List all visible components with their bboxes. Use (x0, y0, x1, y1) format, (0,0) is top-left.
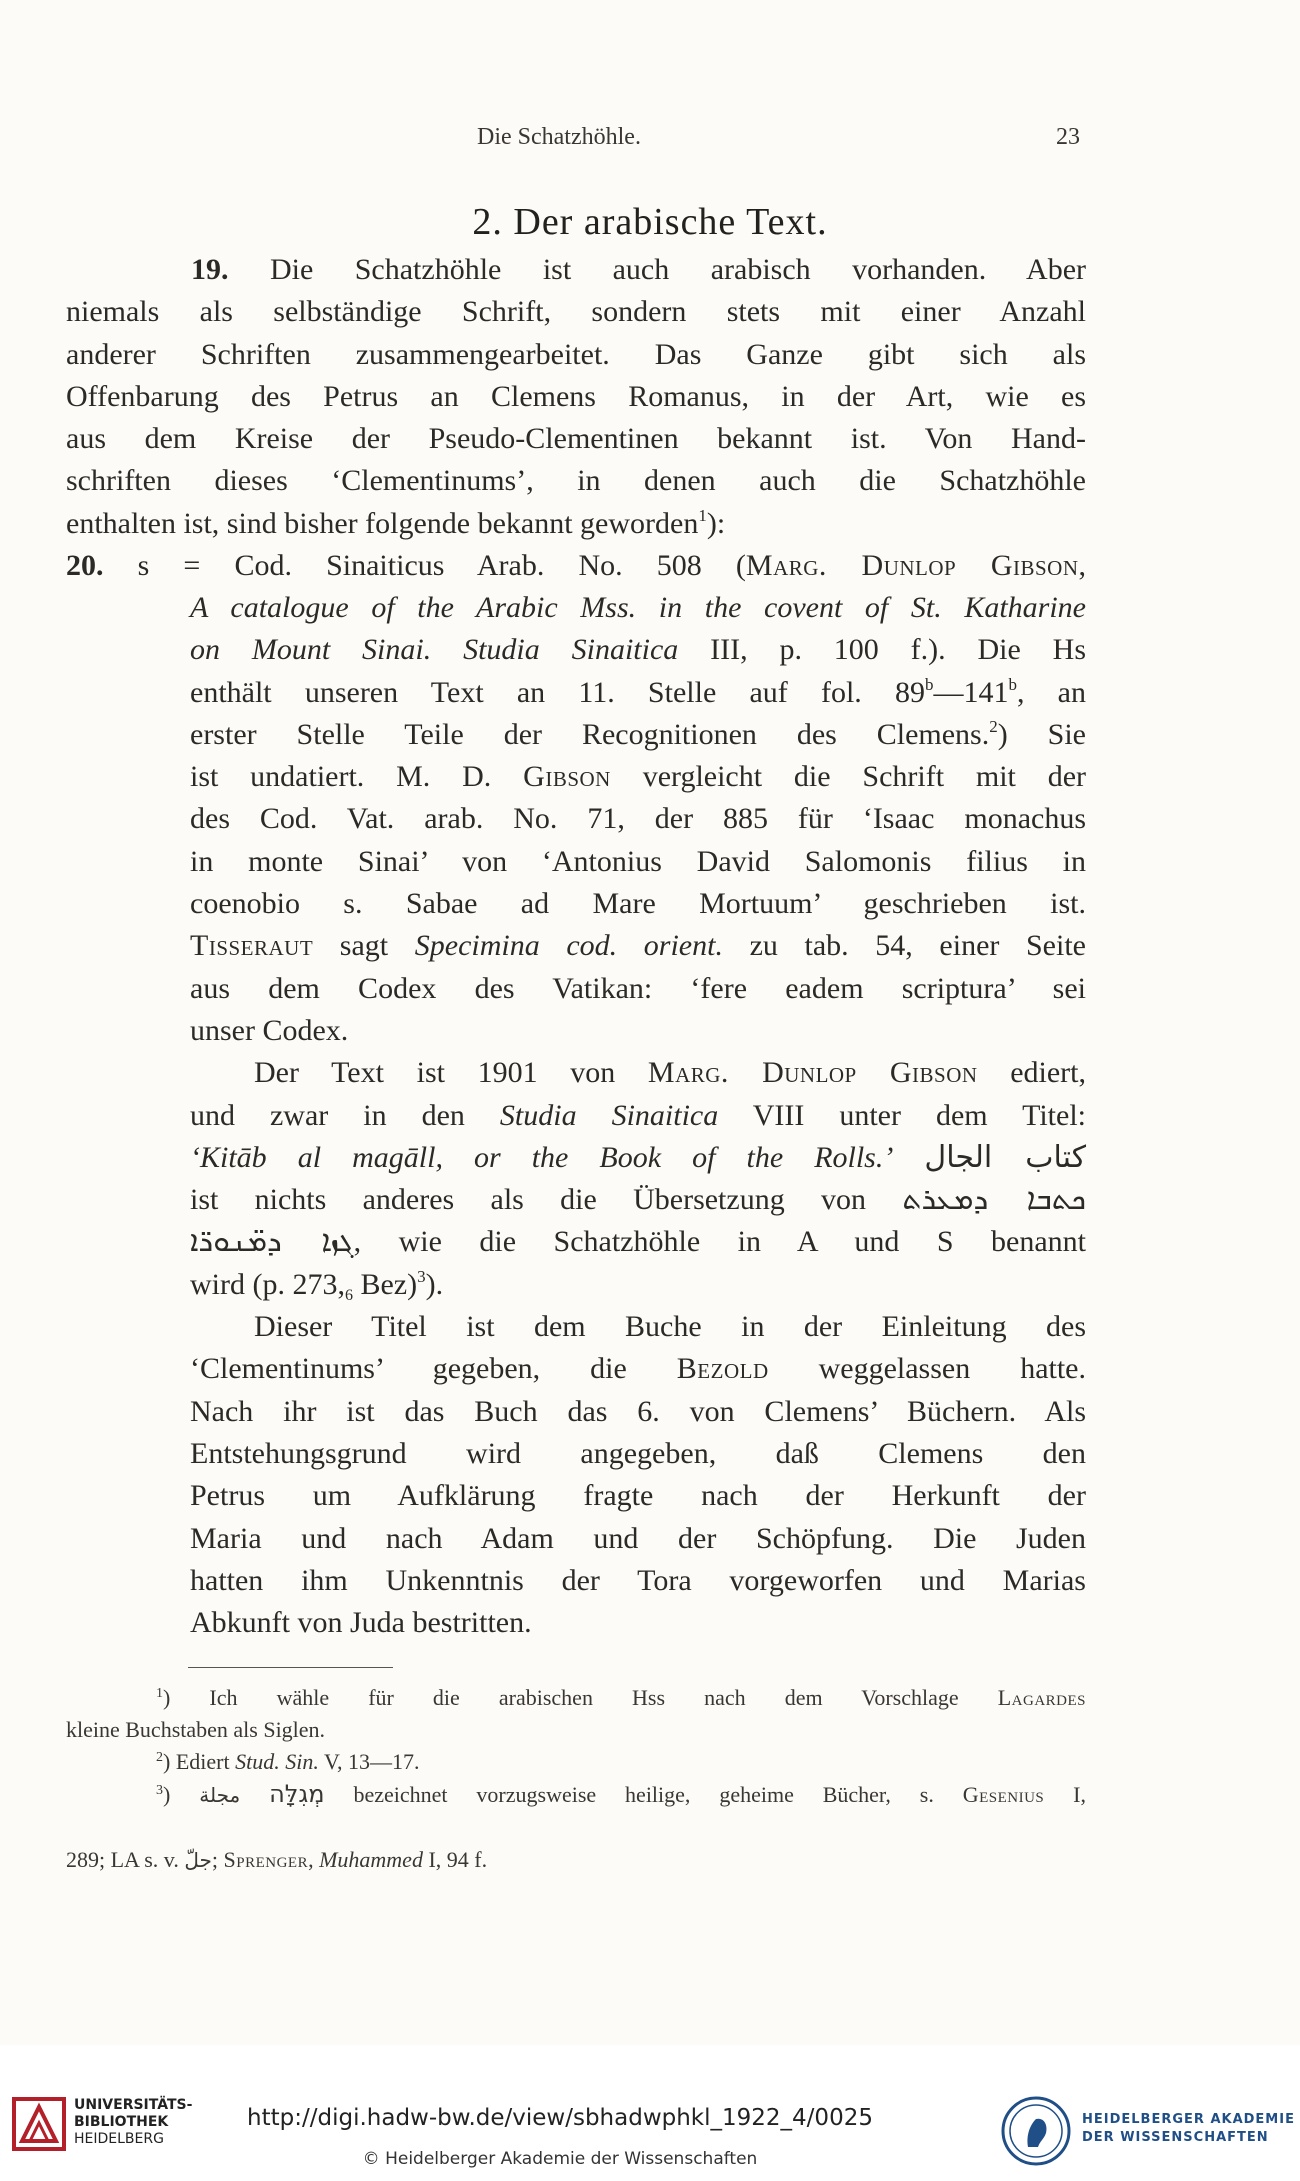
text-line: Tisseraut sagt Specimina cod. orient. zu tab. 54, einer Seite (190, 929, 1086, 963)
text-line: 19. Die Schatzhöhle ist auch arabisch vorhanden. Aber (191, 253, 1087, 286)
text-line: Nach ihr ist das Buch das 6. von Clemens’ Büchern. Als (190, 1394, 1086, 1428)
text-line: enthält unseren Text an 11. Stelle auf fol. 89$^b$—141$^b$, an (190, 674, 1086, 709)
text-line: Abkunft von Juda bestritten. (190, 1606, 532, 1640)
syriac-title-2: ܓܙܐ ܕܡ̈ܢܘܪ̈ܐ (190, 1224, 354, 1260)
copyright: © Heidelberger Akademie der Wissenschaften (362, 2149, 758, 2169)
text-line: aus dem Kreise der Pseudo-Clementinen bekannt ist. Von Hand- (66, 422, 1086, 456)
paragraph-20-body (190, 587, 1086, 1644)
text-line: des Cod. Vat. arab. No. 71, der 885 für ‘Isaac monachus (190, 802, 1086, 836)
text-line: coenobio s. Sabae ad Mare Mortuum’ geschrieben ist. (190, 887, 1086, 921)
text-line: aus dem Codex des Vatikan: ‘fere eadem scriptura’ sei (190, 971, 1086, 1005)
footer (0, 2045, 1300, 2181)
text-line: Petrus um Aufklärung fragte nach der Herkunft der (190, 1479, 1086, 1513)
university-library-logo-icon (12, 2097, 66, 2151)
footnote-rule (188, 1667, 393, 1668)
footnotes (66, 1682, 1086, 1876)
academy-name: HEIDELBERGER AKADEMIE DER WISSENSCHAFTEN (1082, 2112, 1295, 2145)
text-line: ist nichts anderes als die Übersetzung von ܟܬܒܐ ܕܡܥܪܬ (190, 1182, 1087, 1218)
text-line: Maria und nach Adam und der Schöpfung. Die Juden (190, 1521, 1086, 1555)
text-line: in monte Sinai’ von ‘Antonius David Salomonis filius in (190, 844, 1086, 878)
footnote-3-cont: 289; LA s. v. جلّ; Sprenger, Muhammed I, 94 f. (66, 1847, 488, 1872)
text-line: enthalten ist, sind bisher folgende bekannt geworden$^1$): (66, 505, 726, 540)
text-line: und zwar in den Studia Sinaitica VIII unter dem Titel: (190, 1098, 1086, 1132)
paragraph-20 (66, 545, 1086, 587)
text-line: ‘Kitāb al magāll, or the Book of the Rolls.’ كتاب الجال (190, 1139, 1087, 1175)
section-title: 2. Der arabische Text. (472, 201, 828, 243)
text-line: 20. s = Cod. Sinaiticus Arab. No. 508 (Marg. Dunlop Gibson, (66, 549, 1087, 582)
text-line: A catalogue of the Arabic Mss. in the covent of St. Katharine (190, 591, 1086, 624)
running-head-title: Die Schatzhöhle. (477, 124, 641, 150)
text-line: erster Stelle Teile der Recognitionen des Clemens.$^2$) Sie (190, 716, 1086, 751)
page-number: 23 (1056, 124, 1080, 150)
text-line: unser Codex. (190, 1013, 349, 1047)
text-line: Dieser Titel ist dem Buche in der Einleitung des (254, 1310, 1086, 1344)
footnote-1: $^1$) Ich wähle für die arabischen Hss nach dem Vorschlage Lagardes (156, 1685, 1087, 1710)
syriac-title-1: ܟܬܒܐ ܕܡܥܪܬ (902, 1182, 1087, 1218)
academy-seal-icon (1000, 2095, 1072, 2167)
text-line: ist undatiert. M. D. Gibson vergleicht die Schrift mit der (190, 760, 1087, 794)
library-name: UNIVERSITÄTS- BIBLIOTHEK HEIDELBERG (74, 2097, 193, 2147)
text-line: wird (p. $273,_6$ Bez)$^3$). (190, 1266, 444, 1304)
text-line: anderer Schriften zusammengearbeitet. Das Ganze gibt sich als (66, 337, 1086, 371)
text-line: hatten ihm Unkenntnis der Tora vorgeworfen und Marias (190, 1563, 1086, 1597)
text-line: niemals als selbständige Schrift, sondern stets mit einer Anzahl (66, 295, 1086, 329)
text-line: ܓܙܐ ܕܡ̈ܢܘܪ̈ܐ, wie die Schatzhöhle in A und S benannt (190, 1224, 1086, 1260)
text-line: schriften dieses ‘Clementinums’, in denen auch die Schatzhöhle (66, 464, 1086, 498)
text-line: on Mount Sinai. Studia Sinaitica III, p. 100 f.). Die Hs (190, 633, 1087, 667)
footnote-1-cont: kleine Buchstaben als Siglen. (66, 1717, 326, 1742)
text-line: Entstehungsgrund wird angegeben, daß Clemens den (190, 1436, 1086, 1470)
text-line: Der Text ist 1901 von Marg. Dunlop Gibson ediert, (254, 1056, 1087, 1090)
footnote-2: $^2$) Ediert Stud. Sin. V, 13—17. (156, 1749, 420, 1774)
text-line: Offenbarung des Petrus an Clemens Romanus, in der Art, wie es (66, 379, 1086, 413)
text-line: ‘Clementinums’ gegeben, die Bezold weggelassen hatte. (190, 1352, 1087, 1386)
paragraph-19 (66, 249, 1086, 545)
permalink-url[interactable]: http://digi.hadw-bw.de/view/sbhadwphkl_1922_4/0025 (247, 2105, 873, 2131)
footnote-3: $^3$) مجلة מְגִלָּה bezeichnet vorzugsweise heilige, geheime Bücher, s. Gesenius I, (156, 1780, 1086, 1808)
arabic-title: كتاب الجال (924, 1139, 1087, 1175)
